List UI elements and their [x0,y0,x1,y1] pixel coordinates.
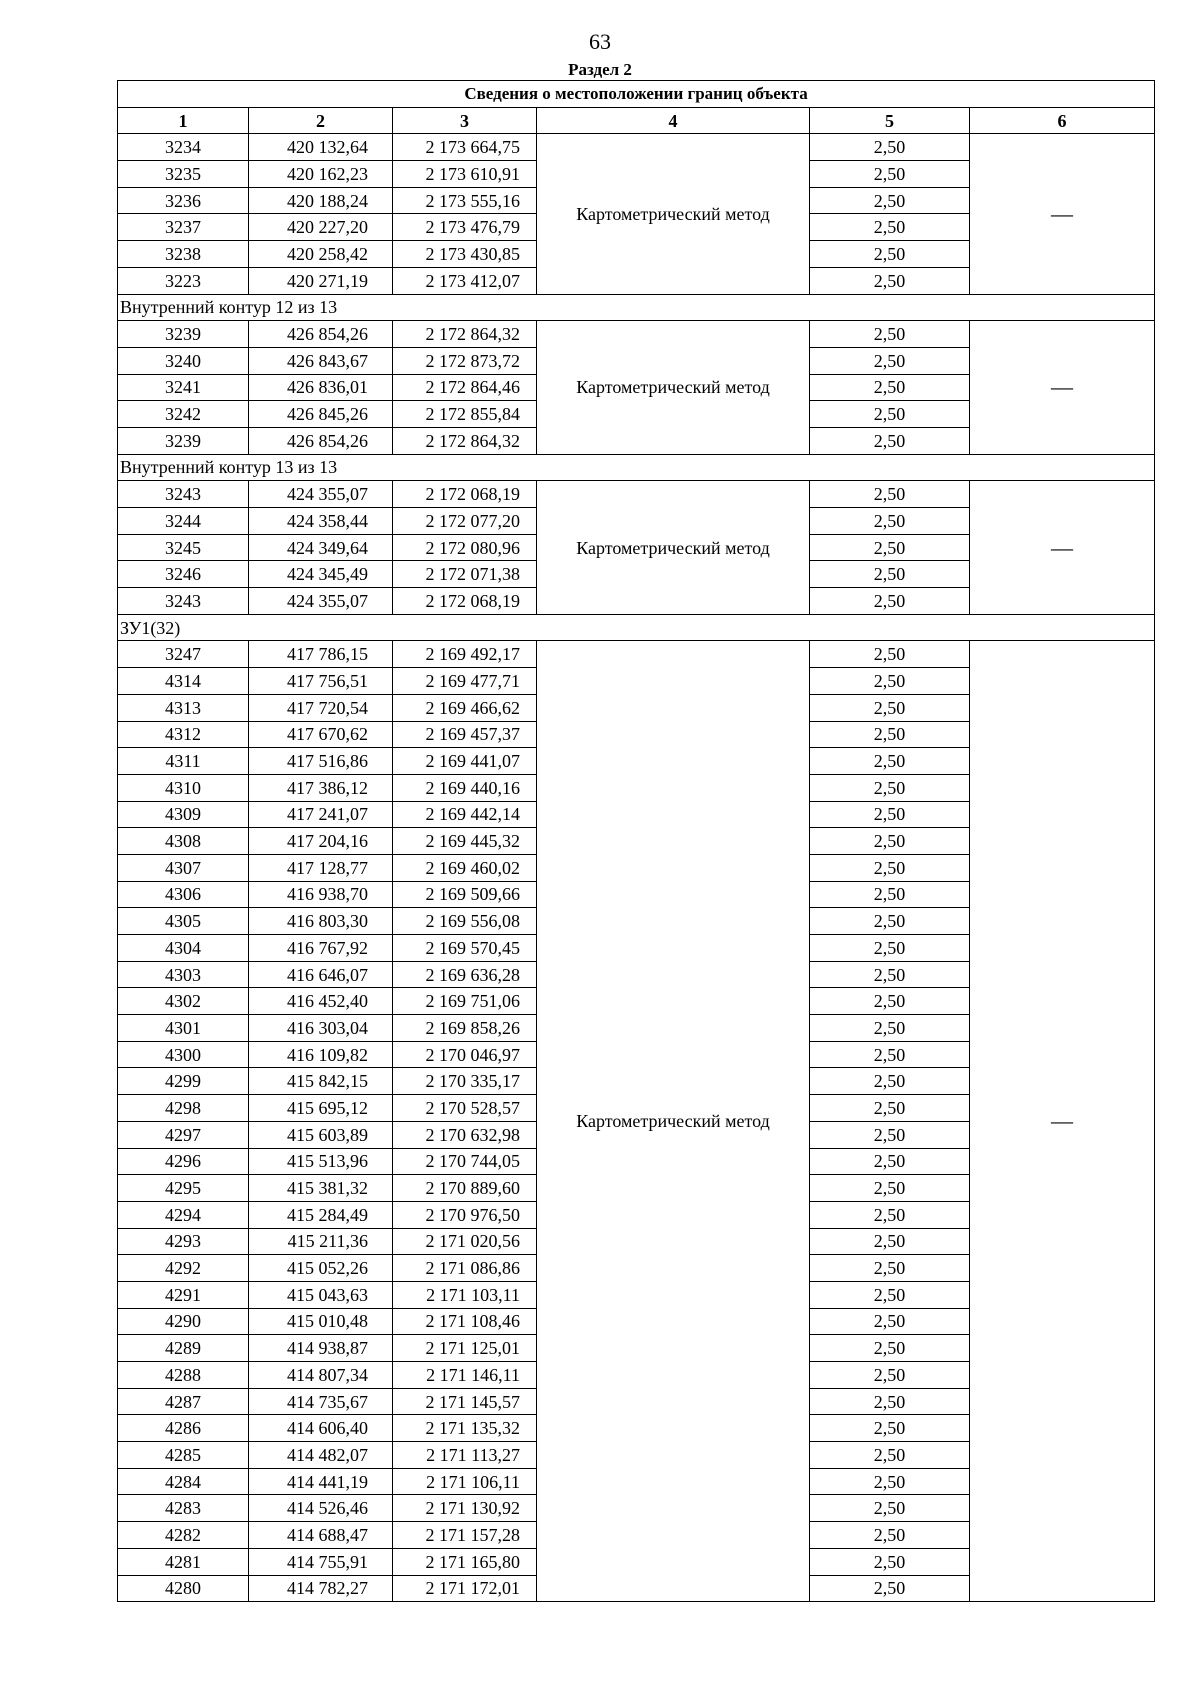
point-number: 4306 [118,881,249,908]
point-number: 4283 [118,1495,249,1522]
coordinate-x: 426 854,26 [249,427,393,454]
point-number: 3239 [118,427,249,454]
accuracy-value: 2,50 [810,374,970,401]
coordinate-x: 416 303,04 [249,1015,393,1042]
point-number: 3244 [118,508,249,535]
coordinate-y: 2 173 664,75 [393,134,537,161]
coordinate-y: 2 171 145,57 [393,1388,537,1415]
accuracy-value: 2,50 [810,1201,970,1228]
point-number: 3234 [118,134,249,161]
coordinate-y: 2 171 172,01 [393,1575,537,1602]
contour-row [118,294,1155,321]
point-number: 3240 [118,347,249,374]
accuracy-value: 2,50 [810,561,970,588]
coordinate-x: 420 188,24 [249,187,393,214]
point-number: 4301 [118,1015,249,1042]
point-number: 4290 [118,1308,249,1335]
coordinate-y: 2 169 636,28 [393,961,537,988]
coordinate-x: 417 386,12 [249,774,393,801]
coordinate-y: 2 172 077,20 [393,508,537,535]
table-row [118,321,1155,348]
accuracy-value: 2,50 [810,401,970,428]
accuracy-value: 2,50 [810,1335,970,1362]
coordinate-y: 2 169 477,71 [393,668,537,695]
accuracy-value: 2,50 [810,321,970,348]
coordinate-y: 2 172 080,96 [393,534,537,561]
point-number: 4308 [118,828,249,855]
coordinate-y: 2 172 864,46 [393,374,537,401]
accuracy-value: 2,50 [810,1495,970,1522]
accuracy-value: 2,50 [810,1255,970,1282]
coordinate-x: 426 854,26 [249,321,393,348]
accuracy-value: 2,50 [810,588,970,615]
accuracy-value: 2,50 [810,988,970,1015]
coordinate-y: 2 171 086,86 [393,1255,537,1282]
column-number: 2 [249,107,393,134]
accuracy-value: 2,50 [810,1148,970,1175]
point-number: 4307 [118,854,249,881]
coordinate-y: 2 172 864,32 [393,427,537,454]
coordinate-y: 2 170 632,98 [393,1121,537,1148]
accuracy-value: 2,50 [810,134,970,161]
coordinate-x: 414 735,67 [249,1388,393,1415]
coordinate-x: 416 109,82 [249,1041,393,1068]
column-number-row [118,107,1155,134]
accuracy-value: 2,50 [810,1281,970,1308]
coordinate-x: 415 842,15 [249,1068,393,1095]
accuracy-value: 2,50 [810,427,970,454]
column-number: 1 [118,107,249,134]
coordinate-x: 417 241,07 [249,801,393,828]
point-number: 4302 [118,988,249,1015]
accuracy-value: 2,50 [810,774,970,801]
coordinate-y: 2 172 864,32 [393,321,537,348]
coordinate-x: 416 452,40 [249,988,393,1015]
point-number: 4288 [118,1362,249,1389]
accuracy-value: 2,50 [810,801,970,828]
accuracy-value: 2,50 [810,881,970,908]
column-number: 3 [393,107,537,134]
coordinate-y: 2 169 751,06 [393,988,537,1015]
coordinate-y: 2 169 492,17 [393,641,537,668]
determination-method: Картометрический метод [537,481,810,614]
coordinate-x: 415 284,49 [249,1201,393,1228]
coordinate-y: 2 171 130,92 [393,1495,537,1522]
coordinate-x: 417 516,86 [249,748,393,775]
coordinate-y: 2 169 509,66 [393,881,537,908]
column-number: 5 [810,107,970,134]
coordinate-y: 2 172 068,19 [393,588,537,615]
coordinate-x: 426 845,26 [249,401,393,428]
coordinate-y: 2 169 466,62 [393,694,537,721]
coordinate-x: 415 695,12 [249,1095,393,1122]
coordinate-y: 2 169 440,16 [393,774,537,801]
contour-label: Внутренний контур 13 из 13 [118,454,1155,481]
coordinate-x: 414 807,34 [249,1362,393,1389]
accuracy-value: 2,50 [810,694,970,721]
coordinate-y: 2 170 335,17 [393,1068,537,1095]
contour-label: ЗУ1(32) [118,614,1155,641]
point-number: 4296 [118,1148,249,1175]
point-number: 3239 [118,321,249,348]
table-body [118,134,1155,1602]
table-row [118,134,1155,161]
coordinate-y: 2 170 744,05 [393,1148,537,1175]
coordinate-x: 414 782,27 [249,1575,393,1602]
coordinate-x: 417 756,51 [249,668,393,695]
coordinate-x: 424 355,07 [249,481,393,508]
point-number: 4310 [118,774,249,801]
point-number: 3243 [118,481,249,508]
point-number: 4311 [118,748,249,775]
coordinate-y: 2 169 858,26 [393,1015,537,1042]
accuracy-value: 2,50 [810,854,970,881]
accuracy-value: 2,50 [810,347,970,374]
accuracy-value: 2,50 [810,1442,970,1469]
coordinate-x: 426 843,67 [249,347,393,374]
remark-cell: — [970,134,1155,294]
accuracy-value: 2,50 [810,1175,970,1202]
point-number: 4289 [118,1335,249,1362]
determination-method: Картометрический метод [537,641,810,1602]
accuracy-value: 2,50 [810,534,970,561]
coordinate-x: 414 755,91 [249,1548,393,1575]
coordinate-x: 424 345,49 [249,561,393,588]
page-number: 63 [589,29,611,54]
point-number: 4285 [118,1442,249,1469]
coordinate-y: 2 172 071,38 [393,561,537,588]
point-number: 4298 [118,1095,249,1122]
point-number: 4292 [118,1255,249,1282]
point-number: 4313 [118,694,249,721]
coordinate-x: 415 052,26 [249,1255,393,1282]
coordinate-x: 424 358,44 [249,508,393,535]
point-number: 4291 [118,1281,249,1308]
point-number: 3246 [118,561,249,588]
contour-label: Внутренний контур 12 из 13 [118,294,1155,321]
table-caption: Сведения о местоположении границ объекта [118,81,1155,108]
point-number: 4297 [118,1121,249,1148]
accuracy-value: 2,50 [810,1548,970,1575]
coordinate-x: 416 938,70 [249,881,393,908]
coordinate-y: 2 171 113,27 [393,1442,537,1469]
point-number: 3241 [118,374,249,401]
coordinate-x: 417 670,62 [249,721,393,748]
coordinate-y: 2 171 135,32 [393,1415,537,1442]
point-number: 4299 [118,1068,249,1095]
point-number: 4287 [118,1388,249,1415]
point-number: 4305 [118,908,249,935]
coordinate-x: 415 513,96 [249,1148,393,1175]
coordinate-x: 417 128,77 [249,854,393,881]
coordinate-y: 2 173 412,07 [393,267,537,294]
point-number: 4295 [118,1175,249,1202]
column-number: 4 [537,107,810,134]
coordinate-y: 2 172 873,72 [393,347,537,374]
point-number: 3223 [118,267,249,294]
coordinate-y: 2 169 441,07 [393,748,537,775]
coordinate-y: 2 172 068,19 [393,481,537,508]
coordinate-x: 414 441,19 [249,1468,393,1495]
coordinate-y: 2 169 460,02 [393,854,537,881]
accuracy-value: 2,50 [810,1121,970,1148]
coordinate-y: 2 171 125,01 [393,1335,537,1362]
coordinate-x: 420 227,20 [249,214,393,241]
point-number: 4304 [118,935,249,962]
coordinate-x: 415 010,48 [249,1308,393,1335]
coordinate-y: 2 170 889,60 [393,1175,537,1202]
point-number: 3247 [118,641,249,668]
coordinate-x: 415 603,89 [249,1121,393,1148]
point-number: 3242 [118,401,249,428]
coordinate-x: 414 526,46 [249,1495,393,1522]
coordinate-x: 416 646,07 [249,961,393,988]
accuracy-value: 2,50 [810,1575,970,1602]
determination-method: Картометрический метод [537,134,810,294]
coordinate-x: 415 381,32 [249,1175,393,1202]
table-caption-row [118,81,1155,108]
point-number: 4312 [118,721,249,748]
contour-row [118,614,1155,641]
accuracy-value: 2,50 [810,1468,970,1495]
accuracy-value: 2,50 [810,828,970,855]
coordinate-x: 414 938,87 [249,1335,393,1362]
accuracy-value: 2,50 [810,1522,970,1549]
coordinate-y: 2 170 976,50 [393,1201,537,1228]
coordinate-y: 2 173 555,16 [393,187,537,214]
coordinate-x: 420 162,23 [249,161,393,188]
accuracy-value: 2,50 [810,1015,970,1042]
boundary-coordinates-table [117,80,1155,1602]
accuracy-value: 2,50 [810,187,970,214]
point-number: 4280 [118,1575,249,1602]
coordinate-x: 415 043,63 [249,1281,393,1308]
coordinate-y: 2 171 146,11 [393,1362,537,1389]
remark-cell: — [970,641,1155,1602]
coordinate-x: 415 211,36 [249,1228,393,1255]
coordinate-x: 420 132,64 [249,134,393,161]
coordinate-y: 2 169 556,08 [393,908,537,935]
point-number: 3243 [118,588,249,615]
coordinate-y: 2 171 106,11 [393,1468,537,1495]
coordinate-y: 2 171 165,80 [393,1548,537,1575]
point-number: 4314 [118,668,249,695]
accuracy-value: 2,50 [810,668,970,695]
accuracy-value: 2,50 [810,508,970,535]
coordinate-x: 426 836,01 [249,374,393,401]
accuracy-value: 2,50 [810,1308,970,1335]
accuracy-value: 2,50 [810,908,970,935]
point-number: 4282 [118,1522,249,1549]
coordinate-x: 424 349,64 [249,534,393,561]
column-number: 6 [970,107,1155,134]
accuracy-value: 2,50 [810,214,970,241]
point-number: 3237 [118,214,249,241]
coordinate-x: 414 688,47 [249,1522,393,1549]
accuracy-value: 2,50 [810,641,970,668]
coordinate-y: 2 173 430,85 [393,241,537,268]
table-row [118,641,1155,668]
point-number: 4303 [118,961,249,988]
point-number: 3235 [118,161,249,188]
coordinate-y: 2 171 020,56 [393,1228,537,1255]
contour-row [118,454,1155,481]
accuracy-value: 2,50 [810,748,970,775]
point-number: 4300 [118,1041,249,1068]
section-title: Раздел 2 [568,60,632,79]
accuracy-value: 2,50 [810,481,970,508]
accuracy-value: 2,50 [810,1068,970,1095]
accuracy-value: 2,50 [810,721,970,748]
coordinate-y: 2 169 457,37 [393,721,537,748]
point-number: 4293 [118,1228,249,1255]
accuracy-value: 2,50 [810,961,970,988]
determination-method: Картометрический метод [537,321,810,454]
accuracy-value: 2,50 [810,1228,970,1255]
coordinate-x: 414 606,40 [249,1415,393,1442]
point-number: 3238 [118,241,249,268]
point-number: 3245 [118,534,249,561]
coordinate-y: 2 169 570,45 [393,935,537,962]
accuracy-value: 2,50 [810,1388,970,1415]
accuracy-value: 2,50 [810,1095,970,1122]
coordinate-x: 417 786,15 [249,641,393,668]
point-number: 4281 [118,1548,249,1575]
coordinate-x: 420 271,19 [249,267,393,294]
accuracy-value: 2,50 [810,1415,970,1442]
coordinate-x: 416 803,30 [249,908,393,935]
coordinate-y: 2 170 528,57 [393,1095,537,1122]
coordinate-y: 2 171 157,28 [393,1522,537,1549]
coordinate-y: 2 170 046,97 [393,1041,537,1068]
point-number: 4286 [118,1415,249,1442]
accuracy-value: 2,50 [810,935,970,962]
accuracy-value: 2,50 [810,241,970,268]
accuracy-value: 2,50 [810,1362,970,1389]
coordinate-y: 2 171 103,11 [393,1281,537,1308]
accuracy-value: 2,50 [810,267,970,294]
coordinate-x: 414 482,07 [249,1442,393,1469]
coordinate-y: 2 172 855,84 [393,401,537,428]
accuracy-value: 2,50 [810,1041,970,1068]
coordinate-x: 417 204,16 [249,828,393,855]
accuracy-value: 2,50 [810,161,970,188]
coordinate-y: 2 169 445,32 [393,828,537,855]
coordinate-x: 416 767,92 [249,935,393,962]
remark-cell: — [970,481,1155,614]
point-number: 4284 [118,1468,249,1495]
point-number: 4309 [118,801,249,828]
coordinate-y: 2 171 108,46 [393,1308,537,1335]
remark-cell: — [970,321,1155,454]
coordinate-x: 420 258,42 [249,241,393,268]
coordinate-x: 424 355,07 [249,588,393,615]
coordinate-y: 2 169 442,14 [393,801,537,828]
coordinate-y: 2 173 610,91 [393,161,537,188]
coordinate-x: 417 720,54 [249,694,393,721]
point-number: 4294 [118,1201,249,1228]
point-number: 3236 [118,187,249,214]
table-row [118,481,1155,508]
coordinate-y: 2 173 476,79 [393,214,537,241]
